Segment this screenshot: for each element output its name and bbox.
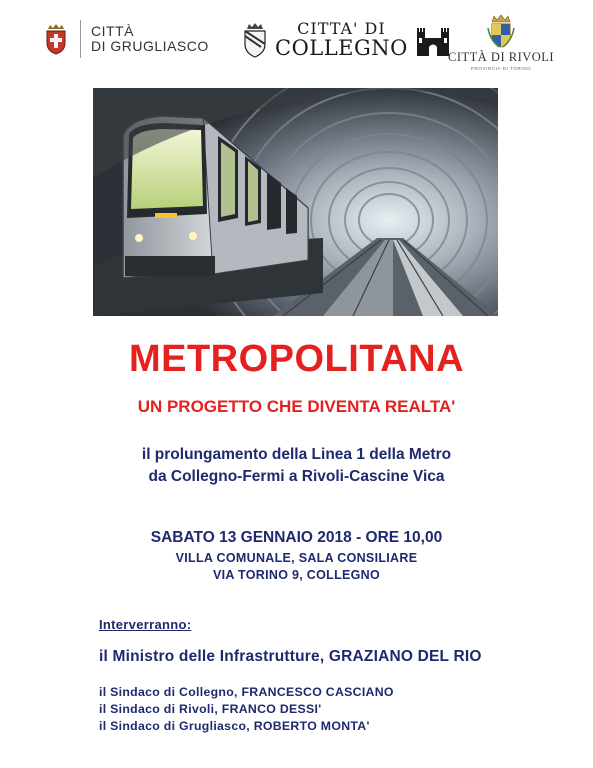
description-line2: da Collegno-Fermi a Rivoli-Cascine Vica	[148, 468, 445, 485]
mayors-list	[99, 684, 394, 735]
event-venue	[0, 550, 593, 584]
minister-speaker: il Ministro delle Infrastrutture, GRAZIANO DEL RIO	[99, 648, 482, 665]
collegno-logo	[243, 20, 450, 59]
mayor-collegno: il Sindaco di Collegno, FRANCESCO CASCIANO	[99, 685, 394, 699]
description-line1: il prolungamento della Linea 1 della Metro	[141, 446, 452, 463]
rivoli-logo	[448, 14, 554, 71]
grugliasco-logo	[44, 20, 209, 58]
logo-bar	[0, 0, 593, 80]
grugliasco-line1: CITTÀ	[91, 23, 134, 39]
mayor-grugliasco: il Sindaco di Grugliasco, ROBERTO MONTA'	[99, 719, 370, 733]
collegno-logo-text	[275, 20, 408, 59]
logo-divider	[80, 20, 81, 58]
grugliasco-crest-icon	[44, 23, 68, 55]
grugliasco-logo-text	[91, 24, 209, 54]
collegno-line1: CITTA' DI	[297, 19, 386, 38]
rivoli-logo-name: CITTÀ DI RIVOLI	[448, 50, 555, 64]
castle-icon	[416, 22, 450, 58]
poster-title: METROPOLITANA	[128, 338, 465, 380]
rivoli-crest-icon	[487, 14, 515, 48]
mayor-rivoli: il Sindaco di Rivoli, FRANCO DESSI'	[99, 702, 322, 716]
metro-tunnel-photo	[93, 88, 498, 316]
grugliasco-line2: DI GRUGLIASCO	[91, 38, 209, 54]
project-description	[0, 444, 593, 488]
rivoli-logo-subtitle: PROVINCIA DI TORINO	[470, 66, 532, 71]
collegno-crest-icon	[243, 22, 267, 58]
venue-line1: VILLA COMUNALE, SALA CONSILIARE	[175, 551, 418, 565]
venue-line2: VIA TORINO 9, COLLEGNO	[212, 568, 381, 582]
event-date: SABATO 13 GENNAIO 2018 - ORE 10,00	[150, 529, 443, 546]
speakers-heading: Interverranno:	[99, 617, 192, 632]
collegno-line2: COLLEGNO	[275, 36, 408, 60]
poster-subtitle: UN PROGETTO CHE DIVENTA REALTA'	[137, 397, 456, 416]
